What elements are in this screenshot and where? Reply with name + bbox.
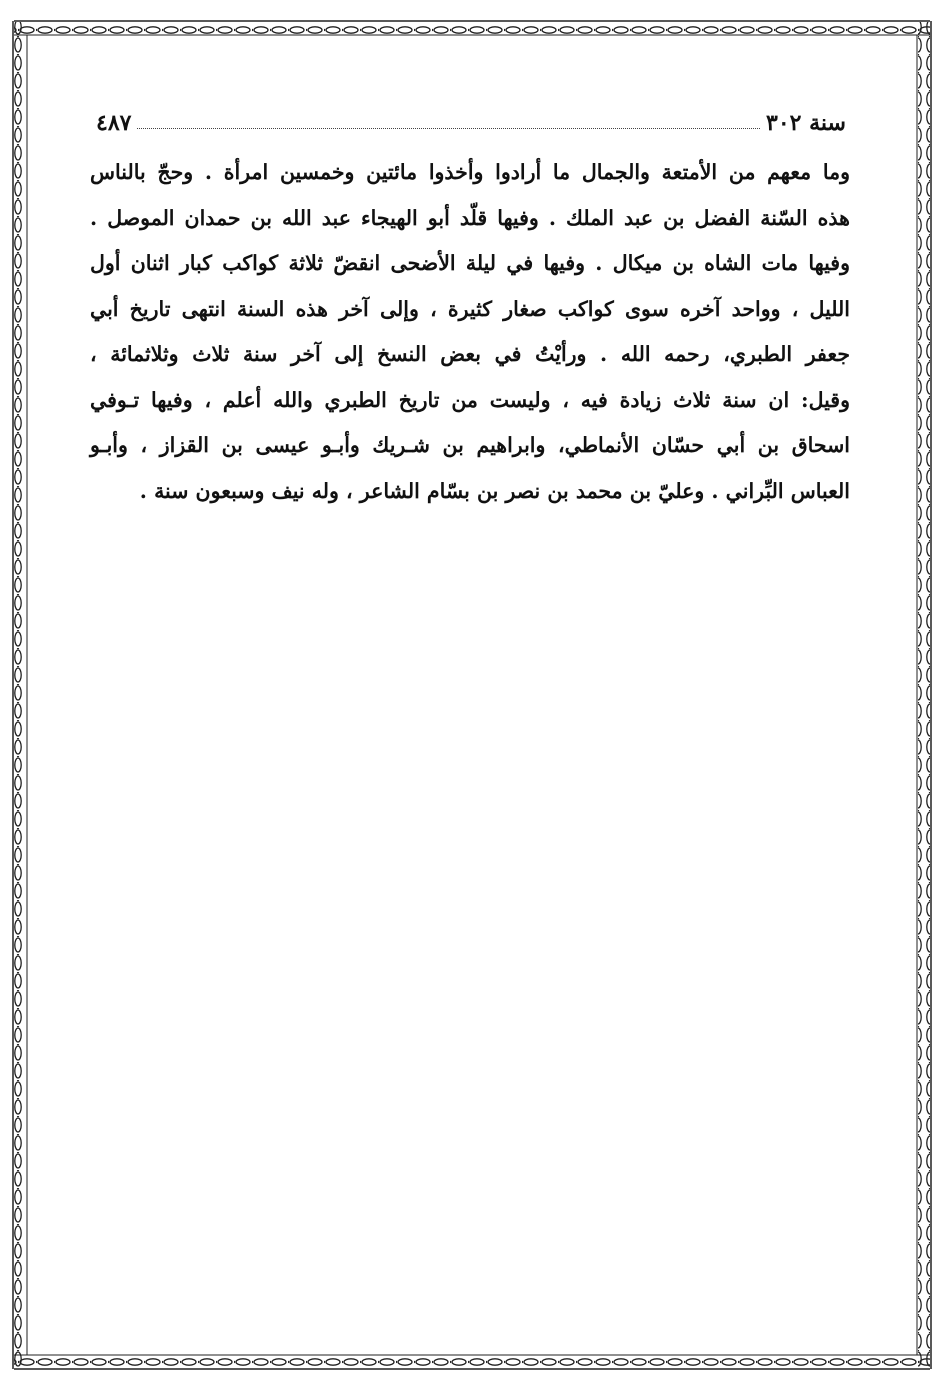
running-header: [96, 96, 846, 136]
text-line: هذه السّنة الفضل بن عبد الملك . وفيها قلّد أبو الهيجاء عبد الله بن حمدان الموصل .: [90, 205, 850, 230]
text-line: وما معهم من الأمتعة والجمال ما أرادوا وأخذوا مائتين وخمسين امرأة . وحجّ بالناس: [90, 160, 850, 184]
text-line: الليل ، وواحد آخره سوى كواكب صغار كثيرة ، وإلى آخر هذه السنة انتهى تاريخ أبي: [90, 296, 850, 321]
text-line: جعفر الطبري، رحمه الله . ورأيْتُ في بعض النسخ إلى آخر سنة ثلاث وثلاثمائة ،: [90, 342, 850, 366]
text-line: وفيها مات الشاه بن ميكال . وفيها في ليلة الأضحى انقضّ ثلاثة كواكب كبار اثنان أول: [90, 251, 850, 275]
text-line: وقيل: ان سنة ثلاث زيادة فيه ، وليست من تاريخ الطبري والله أعلم ، وفيها تـوفي: [90, 387, 850, 412]
text-line: اسحاق بن أبي حسّان الأنماطي، وابراهيم بن شـريك وأبـو عيسى بن القزاز ، وأبـو: [90, 433, 850, 457]
text-line: العباس البِّراني . وعليّ بن محمد بن نصر بن بسّام الشاعر ، وله نيف وسبعون سنة .: [139, 478, 850, 503]
body-paragraph: [90, 150, 850, 514]
dotted-leader: [137, 128, 760, 129]
page-number: ٤٨٧: [96, 110, 132, 136]
header-year: سنة ٣٠٢: [766, 110, 846, 136]
